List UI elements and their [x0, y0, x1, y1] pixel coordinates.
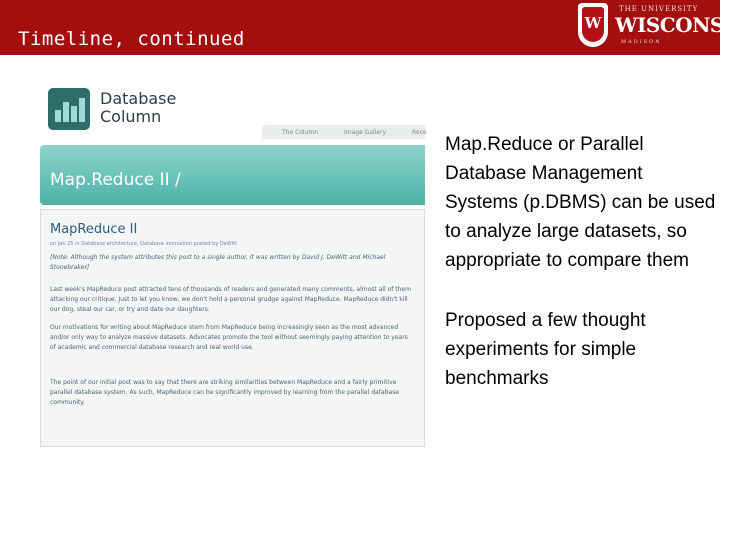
site-title-line2: Column	[100, 107, 162, 126]
nav-item[interactable]: Rece	[412, 129, 427, 136]
logo-line3: MADISON	[621, 39, 662, 45]
logo-line1: THE UNIVERSITY	[619, 5, 699, 13]
post-title[interactable]: MapReduce II	[50, 222, 138, 237]
crest-letter: W	[582, 7, 604, 42]
post-meta: on Jan 25 in Database architecture, Database innovation posted by DeWitt	[50, 241, 237, 247]
post-note: [Note: Although the system attributes this post to a single author, it was written by David J. DeWitt and Michael Stonebraker]	[50, 254, 386, 271]
logo-bar	[55, 110, 61, 122]
page-banner	[40, 145, 425, 205]
slide-title: Timeline, continued	[18, 28, 245, 50]
logo-line2: WISCONSIN	[615, 13, 750, 37]
logo-bar	[79, 98, 85, 122]
embedded-screenshot	[40, 85, 425, 445]
post-paragraph: Our motivations for writing about MapReduce stem from MapReduce being increasingly seen as the most advanced and/or only way to analyze massive datasets. Advocates promote the tool without seemingly paying attention to years of academic and commercial database research and real world use.	[50, 324, 408, 351]
nav-item[interactable]: Image Gallery	[344, 129, 387, 136]
blog-post	[40, 209, 425, 447]
crest-icon	[578, 3, 608, 47]
nav-item[interactable]: The Column	[282, 129, 319, 136]
logo-bar	[71, 106, 77, 122]
banner-text: Map.Reduce II /	[50, 170, 181, 190]
post-paragraph: The point of our initial post was to say that there are striking similarities between MapReduce and a fairly primitive parallel database system. As such, MapReduce can be significantly improved by learning from the parallel database community.	[50, 379, 400, 406]
bar-chart-icon	[48, 88, 90, 130]
uw-madison-logo	[575, 3, 750, 51]
bullet-list	[445, 130, 720, 393]
bullet-item: Proposed a few thought experiments for simple benchmarks	[445, 310, 646, 389]
site-title	[100, 90, 176, 126]
site-title-line1: Database	[100, 89, 177, 108]
slide-header	[0, 0, 750, 55]
post-paragraph: Last week's MapReduce post attracted tens of thousands of readers and generated many comments, almost all of them attacking our critique. Just to let you know, we don't hold a personal grudge against MapReduce. MapReduce didn't kill our dog, steal our car, or try and date our daughters.	[50, 286, 411, 313]
logo-bar	[63, 102, 69, 122]
bullet-item: Map.Reduce or Parallel Database Management Systems (p.DBMS) can be used to analyze large datasets, so appropriate to compare them	[445, 134, 716, 271]
